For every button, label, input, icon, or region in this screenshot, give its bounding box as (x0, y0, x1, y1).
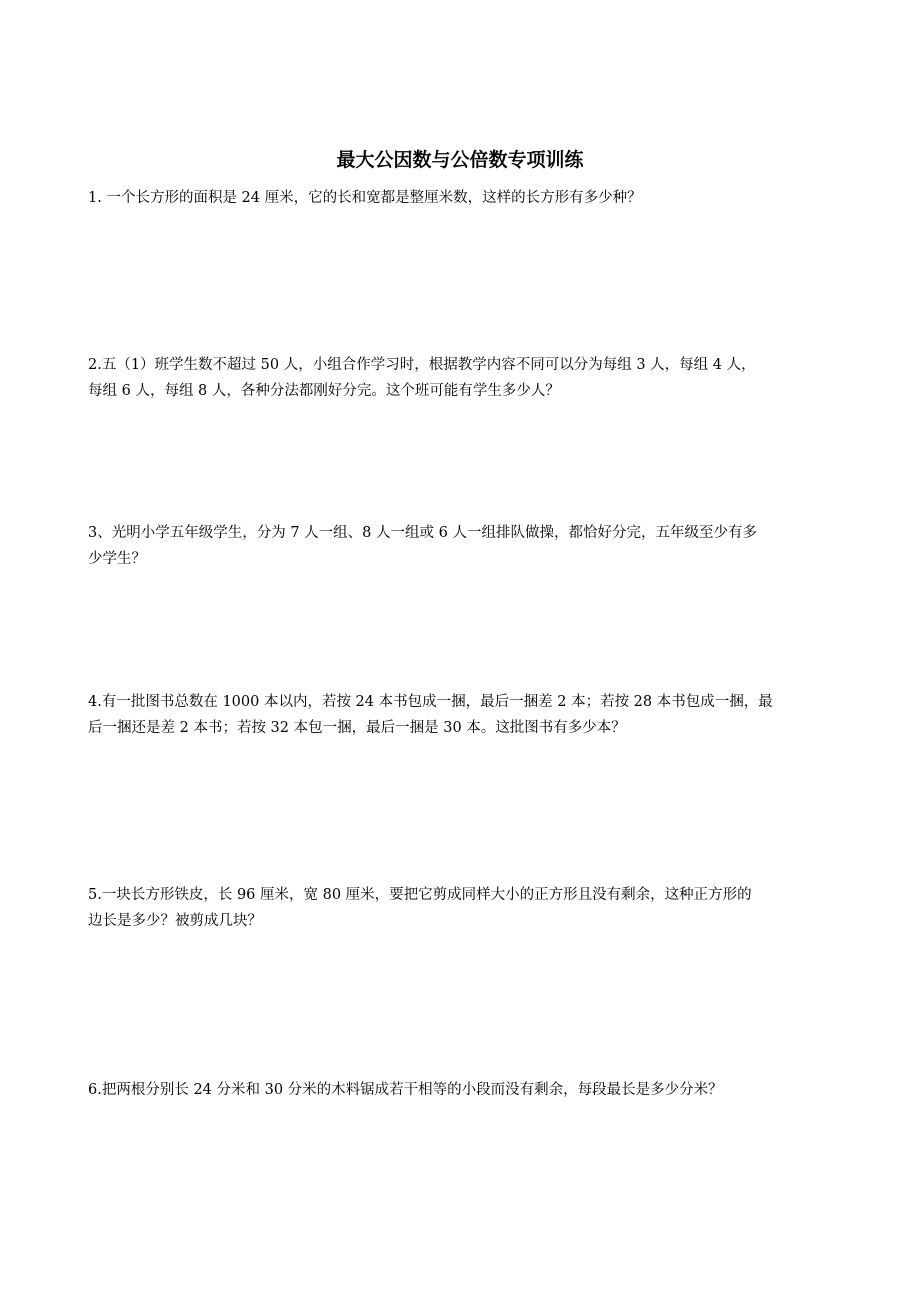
question-4-line-1: 4.有一批图书总数在 1000 本以内，若按 24 本书包成一捆，最后一捆差 2 本；若按 28 本书包成一捆，最 (88, 694, 773, 710)
question-1-line-1: 1. 一个长方形的面积是 24 厘米，它的长和宽都是整厘米数，这样的长方形有多少种？ (88, 190, 642, 206)
question-3-line-2: 少学生？ (88, 551, 146, 567)
question-3 (88, 520, 833, 572)
question-4 (88, 689, 833, 741)
question-1 (88, 185, 833, 211)
page-title: 最大公因数与公倍数专项训练 (336, 149, 584, 171)
question-6-line-1: 6.把两根分别长 24 分米和 30 分米的木料锯成若干相等的小段而没有剩余，每段最长是多少分米？ (88, 1082, 723, 1098)
question-5-line-2: 边长是多少？被剪成几块？ (88, 913, 262, 929)
question-2-line-2: 每组 6 人，每组 8 人，各种分法都刚好分完。这个班可能有学生多少人？ (88, 383, 560, 399)
question-4-line-2: 后一捆还是差 2 本书；若按 32 本包一捆，最后一捆是 30 本。这批图书有多少本？ (88, 720, 626, 736)
question-2-line-1: 2.五（1）班学生数不超过 50 人，小组合作学习时，根据教学内容不同可以分为每组 3 人，每组 4 人， (88, 357, 756, 373)
question-2 (88, 352, 833, 404)
question-5-line-1: 5.一块长方形铁皮，长 96 厘米，宽 80 厘米，要把它剪成同样大小的正方形且没有剩余，这种正方形的 (88, 887, 752, 903)
question-5 (88, 882, 833, 934)
question-3-line-1: 3、光明小学五年级学生，分为 7 人一组、8 人一组或 6 人一组排队做操，都恰好分完，五年级至少有多 (88, 525, 757, 541)
question-6 (88, 1077, 833, 1103)
